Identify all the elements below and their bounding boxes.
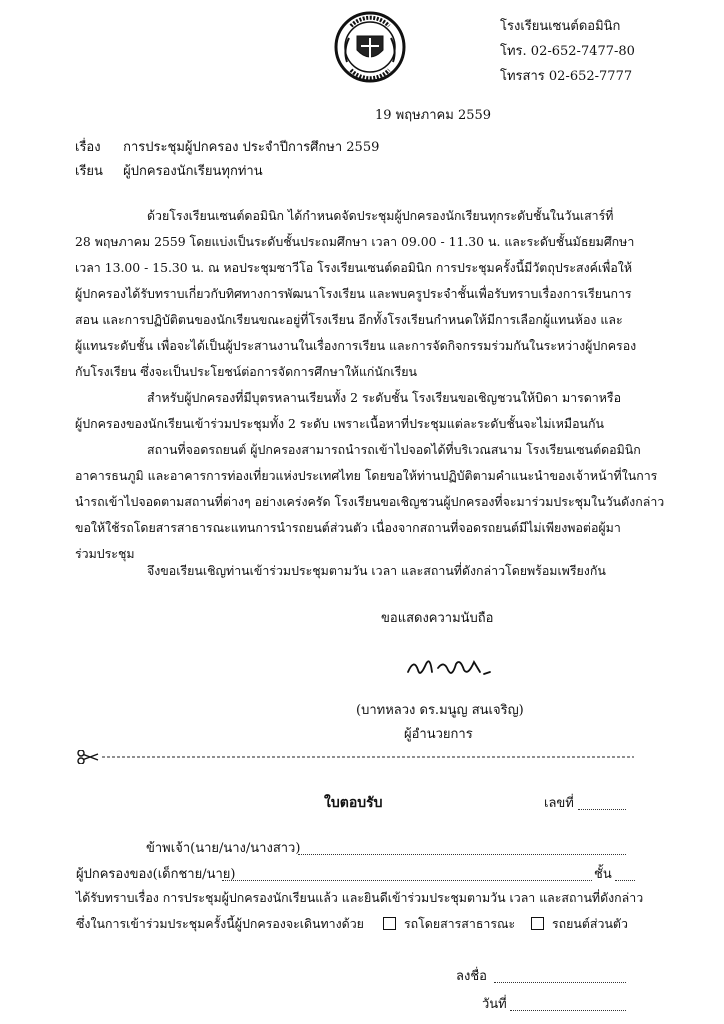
body-line: กับโรงเรียน ซึ่งจะเป็นประโยชน์ต่อการจัดการศึกษาให้แก่นักเรียน [75, 364, 418, 379]
body-line: เวลา 13.00 - 15.30 น. ณ หอประชุมซาวีโอ โรงเรียนเซนต์ดอมินิก การประชุมครั้งนี้มีวัตถุประสงค์เพื่อให้ [75, 260, 632, 275]
body-paragraph-2 [75, 385, 655, 437]
acknowledgement-line-2: ซึ่งในการเข้าร่วมประชุมครั้งนี้ผู้ปกครองจะเดินทางด้วย [76, 916, 364, 931]
body-line: ร่วมประชุม [75, 546, 135, 561]
closing-text: ขอแสดงความนับถือ [381, 611, 494, 626]
body-line: สอน และการปฏิบัติตนของนักเรียนขณะอยู่ที่โรงเรียน อีกทั้งโรงเรียนกำหนดให้มีการเลือกผู้แทนห้อง และ [75, 312, 623, 327]
sign-label: ลงชื่อ [456, 969, 487, 984]
body-line: อาคารธนภูมิ และอาคารการท่องเที่ยวแห่งประเทศไทย โดยขอให้ท่านปฏิบัติตามคำแนะนำของเจ้าหน้าที่ในการ [75, 468, 658, 483]
reply-number-field[interactable] [578, 793, 626, 810]
body-line: ผู้ปกครองของนักเรียนเข้าร่วมประชุมทั้ง 2 ระดับ เพราะเนื้อหาที่ประชุมแต่ละระดับชั้นจะไม่เหมือนกัน [75, 416, 604, 431]
body-line: ผู้ปกครองได้รับทราบเกี่ยวกับทิศทางการพัฒนาโรงเรียน และพบครูประจำชั้นเพื่อรับทราบเรื่องการเรียนการ [75, 286, 632, 301]
private-car-label: รถยนต์ส่วนตัว [552, 916, 628, 931]
public-transport-label: รถโดยสารสาธารณะ [404, 916, 516, 931]
reply-number-label: เลขที่ [544, 796, 574, 811]
school-phone: โทร. 02-652-7477-80 [500, 44, 635, 59]
school-name: โรงเรียนเซนต์ดอมินิก [500, 19, 621, 34]
signer-name: (บาทหลวง ดร.มนูญ สนเจริญ) [356, 703, 524, 718]
recipient-row [75, 160, 263, 181]
body-line: นำรถเข้าไปจอดตามสถานที่ต่างๆ อย่างเคร่งครัด โรงเรียนขอเชิญชวนผู้ปกครองที่จะมาร่วมประชุมในวันดังกล่าว [75, 494, 665, 509]
grade-label: ชั้น [594, 867, 612, 882]
cut-line [76, 750, 636, 764]
body-line: สำหรับผู้ปกครองที่มีบุตรหลานเรียนทั้ง 2 ระดับชั้น โรงเรียนขอเชิญชวนให้บิดา มารดาหรือ [147, 390, 622, 405]
respondent-name-field[interactable] [298, 838, 626, 855]
private-car-checkbox[interactable] [531, 917, 544, 930]
body-line: จึงขอเรียนเชิญท่านเข้าร่วมประชุมตามวัน เวลา และสถานที่ดังกล่าวโดยพร้อมเพรียงกัน [147, 563, 606, 578]
body-line: 28 พฤษภาคม 2559 โดยแบ่งเป็นระดับชั้นประถมศึกษา เวลา 09.00 - 11.30 น. และระดับชั้นมัธยมศึกษา [75, 234, 635, 249]
signer-title: ผู้อำนวยการ [404, 727, 473, 742]
subject-text: การประชุมผู้ปกครอง ประจำปีการศึกษา 2559 [123, 140, 380, 155]
school-fax: โทรสาร 02-652-7777 [500, 69, 633, 84]
body-line: ผู้แทนระดับชั้น เพื่อจะได้เป็นผู้ประสานงานในเรื่องการเรียน และการจัดกิจกรรมร่วมกันในระหว่างผู้ปกครอง [75, 338, 637, 353]
body-line: ขอให้ใช้รถโดยสารสาธารณะแทนการนำรถยนต์ส่วนตัว เนื่องจากสถานที่จอดรถยนต์มีไม่เพียงพอต่อผู้มา [75, 520, 621, 535]
handwritten-signature-icon [404, 652, 500, 682]
recipient-text: ผู้ปกครองนักเรียนทุกท่าน [123, 164, 263, 179]
body-paragraph-4 [75, 558, 655, 584]
respondent-name-label: ข้าพเจ้า(นาย/นาง/นางสาว) [146, 841, 301, 856]
school-contact [500, 14, 635, 89]
subject-label: เรื่อง [75, 140, 101, 155]
subject-row [75, 136, 379, 157]
school-seal-icon [333, 10, 407, 84]
recipient-label: เรียน [75, 164, 103, 179]
sign-field[interactable] [494, 966, 626, 983]
body-line: ด้วยโรงเรียนเซนต์ดอมินิก ได้กำหนดจัดประชุมผู้ปกครองนักเรียนทุกระดับชั้นในวันเสาร์ที่ [147, 208, 614, 223]
reply-date-label: วันที่ [482, 997, 507, 1012]
grade-field[interactable] [615, 864, 635, 881]
body-paragraph-3 [75, 437, 665, 567]
public-transport-checkbox[interactable] [383, 917, 396, 930]
student-name-field[interactable] [222, 864, 592, 881]
body-line: สถานที่จอดรถยนต์ ผู้ปกครองสามารถนำรถเข้าไปจอดได้ที่บริเวณสนาม โรงเรียนเซนต์ดอมินิก [147, 442, 641, 457]
body-paragraph-1 [75, 203, 655, 385]
reply-slip-title: ใบตอบรับ [324, 795, 383, 811]
scissors-icon [78, 750, 98, 764]
student-name-label: ผู้ปกครองของ(เด็กชาย/นาย) [76, 867, 236, 882]
letter-date: 19 พฤษภาคม 2559 [375, 108, 492, 123]
reply-date-field[interactable] [510, 994, 626, 1011]
acknowledgement-line-1: ได้รับทราบเรื่อง การประชุมผู้ปกครองนักเรียนแล้ว และยินดีเข้าร่วมประชุมตามวัน เวลา และสถานที่ดังกล่าว [76, 890, 644, 905]
